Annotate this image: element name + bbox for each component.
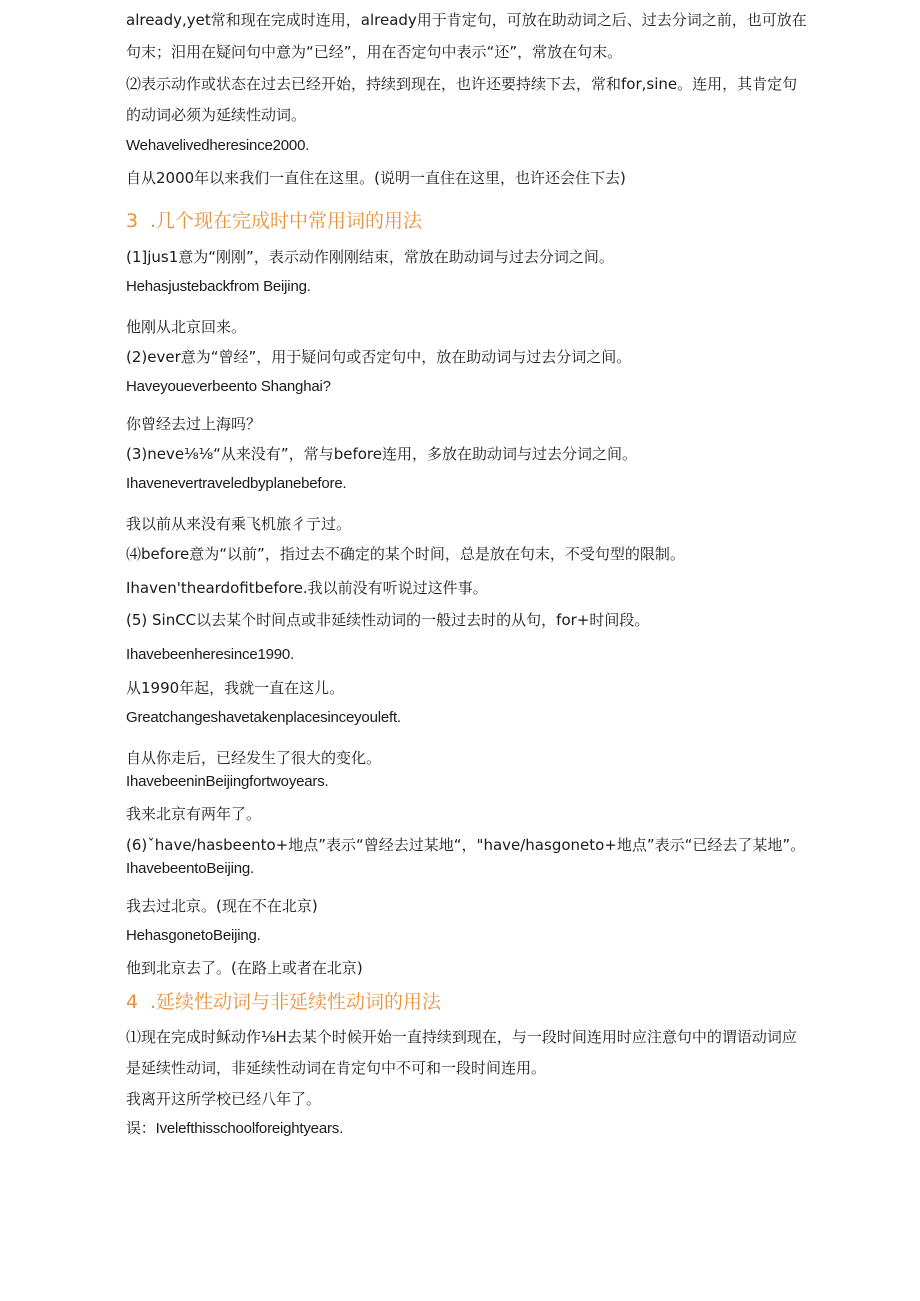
translation-line: 我离开这所学校已经八年了。 [126, 1090, 322, 1108]
paragraph-line: (1]jus1意为“刚刚”，表示动作刚刚结束，常放在助动词与过去分词之间。 [126, 248, 614, 266]
example-sentence: Ihavenevertraveledbyplanebefore. [126, 475, 347, 492]
example-sentence: Greatchangeshavetakenplacesinceyouleft. [126, 709, 401, 726]
example-sentence: Haveyoueverbeento Shanghai? [126, 378, 331, 395]
paragraph-line: 句末；汨用在疑问句中意为“已经”，用在否定句中表示“还”，常放在句末。 [126, 43, 623, 61]
section-title: .几个现在完成时中常用词的用法 [150, 210, 423, 232]
paragraph-line: ⑵表示动作或状态在过去已经开始，持续到现在，也许还要持续下去，常和for,sine。连用，其肯定句 [126, 75, 798, 93]
translation-line: 自从你走后，已经发生了很大的变化。 [126, 749, 382, 767]
translation-line: 自从2000年以来我们一直住在这里。(说明一直住在这里，也许还会住下去) [126, 169, 626, 187]
example-sentence: IhavebeeninBeijingfortwoyears. [126, 773, 329, 790]
paragraph-line: (3)neve⅛⅛“从来没有”，常与before连用，多放在助动词与过去分词之间。 [126, 445, 637, 463]
section-heading-4 [126, 990, 441, 1014]
paragraph-line: ⑴现在完成时稣动作⅛H去某个时候开始一直持续到现在，与一段时间连用时应注意句中的谓语动词应 [126, 1028, 797, 1046]
example-sentence: 误：Ivelefthisschoolforeightyears. [126, 1120, 344, 1137]
section-number: 4 [126, 991, 139, 1013]
translation-line: 他刚从北京回来。 [126, 318, 247, 336]
paragraph-line: 是延续性动词，非延续性动词在肯定句中不可和一段时间连用。 [126, 1059, 547, 1077]
paragraph-line: already,yet常和现在完成时连用，already用于肯定句，可放在助动词之后、过去分词之前，也可放在 [126, 11, 807, 29]
paragraph-line: (2)ever意为“曾经”，用于疑问句或否定句中，放在助动词与过去分词之间。 [126, 348, 632, 366]
paragraph-line: (6)ˇhave∕hasbeento+地点”表示“曾经去过某地“，"have/hasgoneto+地点”表示“已经去了某地”。 [126, 836, 806, 854]
paragraph-line: 的动词必须为延续性动词。 [126, 106, 307, 124]
paragraph-line: (5) SinCC以去某个时间点或非延续性动词的一般过去时的从句，for+时间段。 [126, 611, 650, 629]
translation-line: 我去过北京。(现在不在北京) [126, 897, 318, 915]
translation-line: 我以前从来没有乘飞机旅彳亍过。 [126, 515, 352, 533]
example-sentence: Hehasjustebackfrom Beijing. [126, 278, 311, 295]
section-number: 3 [126, 210, 139, 232]
example-sentence: Ihavebeenheresince1990. [126, 646, 295, 663]
section-heading-3 [126, 209, 422, 233]
example-sentence: Wehavelivedheresince2000. [126, 137, 310, 154]
paragraph-line: ⑷before意为“以前”，指过去不确定的某个时间，总是放在句末，不受句型的限制。 [126, 545, 685, 563]
example-sentence: Ihaven'theardofitbefore.我以前没有听说过这件事。 [126, 579, 488, 597]
translation-line: 从1990年起，我就一直在这儿。 [126, 679, 345, 697]
example-sentence: HehasgonetoBeijing. [126, 927, 261, 944]
translation-line: 我来北京有两年了。 [126, 805, 262, 823]
translation-line: 你曾经去过上海吗？ [126, 415, 262, 433]
section-title: .延续性动词与非延续性动词的用法 [150, 991, 442, 1013]
example-sentence: IhavebeentoBeijing. [126, 860, 254, 877]
translation-line: 他到北京去了。(在路上或者在北京) [126, 959, 363, 977]
